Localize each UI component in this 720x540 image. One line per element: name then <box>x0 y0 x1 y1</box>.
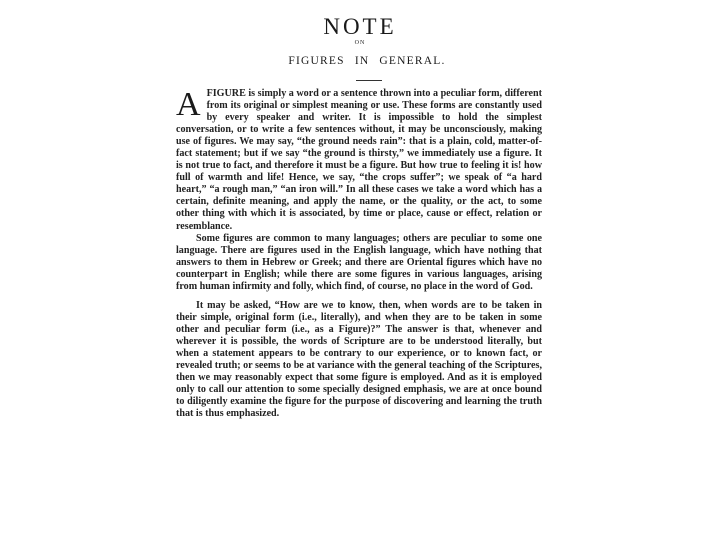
paragraph-1 <box>176 88 542 233</box>
page-title: NOTE <box>323 14 397 39</box>
page-subtitle: FIGURES IN GENERAL. <box>288 55 446 67</box>
paragraph-3: It may be asked, “How are we to know, then, when words are to be taken in their simple, original form (i.e., literally), and when they are to be taken in some other and peculiar form (i.e., as a Figure)?” The answer is that, whenever and wherever it is possible, the words of Scripture are to be understood literally, but when a statement appears to be contrary to our experience, or to known fact, or revealed truth; or seems to be at variance with the general teaching of the Scriptures, then we may reasonably expect that some figure is employed. And as it is employed only to call our attention to some specially designed emphasis, we are at once bound to diligently examine the figure for the purpose of discovering and learning the truth that is thus emphasized. <box>176 299 542 420</box>
body-text <box>176 88 542 420</box>
paragraph-2: Some figures are common to many languages; others are peculiar to some one language. There are figures used in the English language, which have nothing that answers to them in Hebrew or Greek; and there are Oriental figures which have no counterpart in English; while there are some figures in various languages, arising from human infirmity and folly, which find, of course, no place in the word of God. <box>176 232 542 292</box>
title-divider <box>356 80 382 81</box>
drop-cap: A <box>176 86 201 123</box>
title-connector: ON <box>354 40 366 46</box>
paragraph-1-text: FIGURE is simply a word or a sentence thrown into a peculiar form, different from its original or simplest meaning or use. These forms are constantly used by every speaker and writer. It is impossible to hold the simplest conversation, or to write a few sentences without, it may be unconsciously, making use of figures. We may say, “the ground needs rain”: that is a plain, cold, matter-of-fact statement; but if we say “the ground is thirsty,” we immediately use a figure. It is not true to fact, and therefore it must be a figure. But how true to feeling it is! how full of warmth and life! Hence, we say, “the crops suffer”; we speak of “a hard heart,” “a rough man,” “an iron will.” In all these cases we take a word which has a certain, definite meaning, and apply the name, or the quality, or the act, to some other thing with which it is associated, by time or place, cause or effect, relation or resemblance. <box>176 88 542 232</box>
